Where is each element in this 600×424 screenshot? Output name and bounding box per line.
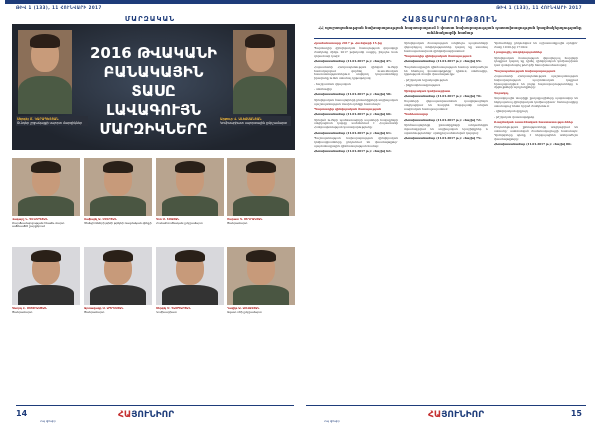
column-paragraph: Հեռախոսահամար (11.01.2017 թ.): «հաշիվ 58» xyxy=(314,92,392,97)
athlete-discipline: Մարմնամարզության հնաձև մարտ ամենամեծ շարքերում xyxy=(12,220,65,229)
athlete-discipline: Հունահռոմեական ըմբշամարտ xyxy=(156,220,203,225)
column-paragraph: Պաշտպանության նախարարություն xyxy=(494,68,556,73)
text-column-1 xyxy=(314,42,398,398)
column-paragraph: Հեռախոսահամար (11.01.2017 թ.): «հաշիվ 47» xyxy=(314,59,392,64)
column-paragraph: - հաշվառման վկայական xyxy=(314,81,351,86)
hero-title xyxy=(72,44,235,139)
column-paragraph: Պաշտպանության նախարարության զինվորական կոմիսարիատները ընդունում են փաստաթղթեր՝ պայմանագրային զինծառայության համար։ xyxy=(314,136,398,148)
logo-accent: ՅՈՒՆԻՈՐ xyxy=(131,410,175,420)
hero-caption-right xyxy=(219,116,291,126)
caption-text: Թ-նդեր շրջակայքի սպորտ մարզիկներ xyxy=(17,121,83,125)
column-paragraph: - բժշկական փաստաթղթեր xyxy=(494,114,535,119)
athlete-photo xyxy=(227,247,295,305)
athlete-discipline: Կոմիսարիատ xyxy=(156,309,177,314)
athlete-photo xyxy=(12,158,80,216)
footer-rule xyxy=(306,405,586,406)
page-title: ՀԱՅՏԱՐԱՐՈՒԹՅՈՒՆ xyxy=(402,15,498,24)
athlete-caption xyxy=(12,218,80,229)
athlete-photo xyxy=(84,247,152,305)
athlete-photo xyxy=(156,247,224,305)
hero-title-line: ՄԱՐԶԻԿՆԵՐԸ xyxy=(99,120,208,138)
column-paragraph: Հեռախոսահամար (11.01.2017 թ.): «հաշիվ 62» xyxy=(314,149,392,154)
athlete-name: Սերգեյ Մ. ԳԱՍՊԱՐՅԱՆ xyxy=(156,306,191,310)
column-paragraph: Պարտադիր զինվորական ծառայության զորակոչի ժամկետը մինչև 2017 թվականի ապրիլ, ինչպես նաև զորամասի կազմ։ xyxy=(314,46,398,58)
column-paragraph: Զինծառայողների ընտանիքների անդամներին տրամադրվում են սոցիալական երաշխիքներ և արտոնություններ՝ օրենքով սահմանված կարգով։ xyxy=(404,123,488,135)
column-paragraph: - բժշկական եզրակացություն xyxy=(404,77,448,82)
athlete-name: Ռաֆայել Ա. ՄՀԵՐՅԱՆ xyxy=(84,217,117,221)
column-paragraph: Պարտադիր զինվորական ծառայության xyxy=(314,106,381,111)
logo-main: ՀԱ xyxy=(118,410,132,420)
column-paragraph: Զորակոչային տարիքի քաղաքացիները պարտավոր են ներկայանալ զինվորական կոմիսարիատ՝ ծանուցագիրը ստանալուց հետո նշված ժամկետում։ xyxy=(494,96,578,108)
logo-main: ՀԱ xyxy=(428,410,442,420)
caption-name: Արթուր Վ. ԱԼԵՔՍԱՆՅԱՆ xyxy=(220,117,262,121)
athlete-caption xyxy=(156,307,224,314)
footer-rule xyxy=(16,405,294,406)
column-paragraph: Հեռախոսահամար (11.01.2017 թ.): «հաշիվ 75» xyxy=(404,136,482,141)
column-paragraph: Զինված ուժերի պահեստազորի սպաների հավաքների անցկացման կարգը սահմանում է Հայաստանի Հանրապետության կառավարությունը։ xyxy=(314,117,398,130)
athlete-photo xyxy=(156,158,224,216)
hero-title-line: ՏԱՍԸ xyxy=(131,82,176,100)
hero-title-line: ԲԱՆԱԿԱՅԻՆ xyxy=(103,63,204,81)
photo-row xyxy=(12,247,295,332)
column-paragraph: - ինքնակենսագրություն xyxy=(404,83,441,88)
page-number: 15 xyxy=(570,409,582,418)
hero-photo-right xyxy=(233,30,287,114)
top-bar xyxy=(5,0,300,4)
photo-grid xyxy=(12,158,295,336)
footer-credit: Հայ զինվոր xyxy=(324,420,340,423)
athlete-discipline: Չեմպիոնների թիմի թրեյնի ռազմական զենքի xyxy=(84,220,152,225)
column-paragraph: Պահեստազոր xyxy=(404,112,428,117)
section-title: ՄԱՐԶԱԿԱՆ xyxy=(124,15,176,23)
athlete-discipline: Ծանրամարտ xyxy=(227,220,248,225)
column-paragraph: - զինվորական գրքույկ xyxy=(494,109,528,114)
column-paragraph: Զորակոչ xyxy=(494,90,509,95)
right-page xyxy=(300,0,600,424)
footer-credit: Հայ զինվոր xyxy=(40,420,56,423)
caption-name: Սերգեյ Մ. ԿԱՐԱՊԵՏՅԱՆ xyxy=(17,117,59,121)
athlete-name: Գոռ Ս. ԵՍԱՅԱՆ xyxy=(156,217,180,221)
athlete-photo xyxy=(227,158,295,216)
column-paragraph: Հեռախոսահամար (11.01.2017 թ.): «հաշիվ 80» xyxy=(494,142,572,147)
column-paragraph: - անձնագիր xyxy=(314,86,332,91)
column-paragraph: Պարտադիր զինվորական ծառայություն xyxy=(404,53,472,58)
athlete-caption xyxy=(12,307,80,314)
page-number: 14 xyxy=(16,409,28,418)
athlete-name: Մարատ Գ. ՍԵԴՐԱԿՅԱՆ xyxy=(227,217,263,221)
column-paragraph: Զինվորական ծառայողների ընտանիքների սոցիալական պաշտպանության մասին օրենքի համաձայն։ xyxy=(314,97,398,106)
hero-caption-left xyxy=(16,116,88,126)
athlete-name: Արտավազդ Ս. ԱՊՐԵՍՅԱՆ xyxy=(84,306,124,310)
column-paragraph: Հեռախոսահամար (11.01.2017 թ.): «հաշիվ 65» xyxy=(404,59,482,64)
column-paragraph: Սպաների վերապատրաստման դասընթացներն անցկացվում են Վազգեն Սարգսյանի անվան ռազմական համալսարանում։ xyxy=(404,99,488,111)
text-column-3 xyxy=(494,42,578,398)
athlete-discipline: Ազատ ոճի ըմբշամարտ xyxy=(227,309,262,314)
athlete-caption xyxy=(227,307,295,314)
athlete-caption xyxy=(156,218,224,225)
athlete-caption xyxy=(227,218,295,225)
athlete-name: Գևորգ Հ. ՍՈՒՔԻԱՍՅԱՆ xyxy=(12,306,47,310)
top-bar xyxy=(300,0,595,4)
column-paragraph: Զինվորական ծառայության վերաբերյալ հարցերի դեպքում կարող եք դիմել զինվորական կոմիսարիատ կամ զանգահարել թեժ գծի հեռախոսահամարով։ xyxy=(494,55,578,68)
logo xyxy=(118,410,174,420)
column-paragraph: Պայմանագրային զինծառայության համար անհրաժեշտ են հետևյալ փաստաթղթերը՝ դիմում, անձնագիր, կրթության մասին փաստաթուղթ։ xyxy=(404,64,488,77)
hero-banner xyxy=(12,24,295,150)
column-paragraph: Ընդունելության քննությունները անցկացվում են ամռանը՝ սահմանված ժամանակացույցի համաձայն։ Դիմորդները պետք է ներկայացնեն անհրաժեշտ փաստաթղթերը։ xyxy=(494,125,578,141)
running-head: ԹԻՎ 1 (133), 11 ՀՈՒՆՎԱՐԻ 2017 xyxy=(496,5,582,10)
logo xyxy=(428,410,484,420)
hero-photo-left xyxy=(18,30,72,114)
column-paragraph: Հեռախոսահամար (11.01.2017 թ.): «հաշիվ 72» xyxy=(404,117,482,122)
text-column-2 xyxy=(404,42,488,398)
column-paragraph: Հայաստանի Հանրապետության պաշտպանության նախարարության պաշտոնական կայքում հրապարակվում են բոլոր հայտարարությունները և մրցույթների արդյունքները։ xyxy=(494,73,578,90)
athlete-discipline: Ծանրամարտ xyxy=(12,309,33,314)
column-paragraph: Զինվորական կոմիսարիատ xyxy=(404,88,451,93)
column-paragraph: Հեռախոսահամար (11.01.2017 թ.): «հաշիվ 70» xyxy=(404,93,482,98)
page-deck: ՀՀ պաշտպանության նախարարության հայտարարում է փաստ նախարարության դատախազության կազմակերպությանը անձնակազմի համար xyxy=(318,26,582,35)
athlete-caption xyxy=(84,218,152,225)
column-paragraph: Դիմումները ընդունվում են աշխատանքային օրերին՝ ժամը 10։00-ից 17։00-ն։ xyxy=(494,42,578,49)
column-paragraph: Հեռախոսահամար (11.01.2017 թ.): «հաշիվ 61» xyxy=(314,130,392,135)
column-paragraph: Լրացուցիչ տեղեկություններ xyxy=(494,50,543,55)
column-paragraph: Ռազմական ուսումնական հաստատություններ xyxy=(494,119,573,124)
athlete-name: Դավիթ Ա. ԱՅՎԱԶՅԱՆ xyxy=(227,306,260,310)
header-rule xyxy=(314,38,586,39)
hero-title-line: ԼԱՎԱԳՈՒՅՆ xyxy=(105,101,202,119)
column-paragraph: Զինվորական ծառայության անցնելու պայմանների վերաբերյալ տեղեկություններ կարող եք ստանալ համապատասխան զինկոմիսարիատում։ xyxy=(404,42,488,53)
running-head: ԹԻՎ 1 (133), 11 ՀՈՒՆՎԱՐԻ 2017 xyxy=(16,5,102,10)
athlete-photo xyxy=(12,247,80,305)
athlete-photo xyxy=(84,158,152,216)
column-paragraph: Հեռախոսահամար (11.01.2017 թ.): «հաշիվ 60» xyxy=(314,112,392,117)
column-paragraph: Հայաստանի Հանրապետության զինված ուժերի համակարգում գործող ուսումնական հաստատություններում սովորող կուրսանտները իրավունք ունեն ստանալ կրթաթոշակ։ xyxy=(314,64,398,81)
logo-accent: ՅՈՒՆԻՈՐ xyxy=(441,410,485,420)
column-paragraph: Հրամանատարը 2017 թ. Հունվարի 15-ից xyxy=(314,42,382,45)
caption-text: Կոմիսարիատ սպորտային ըմբշամարտ xyxy=(220,121,288,125)
athlete-name: Վագարշ Ն. ԳԵՎՈՐԳՅԱՆ xyxy=(12,217,48,221)
photo-row xyxy=(12,158,295,243)
hero-title-line: 2016 ԹՎԱԿԱՆԻ xyxy=(89,44,218,62)
athlete-discipline: Ծանրամարտ xyxy=(84,309,105,314)
athlete-caption xyxy=(84,307,152,314)
